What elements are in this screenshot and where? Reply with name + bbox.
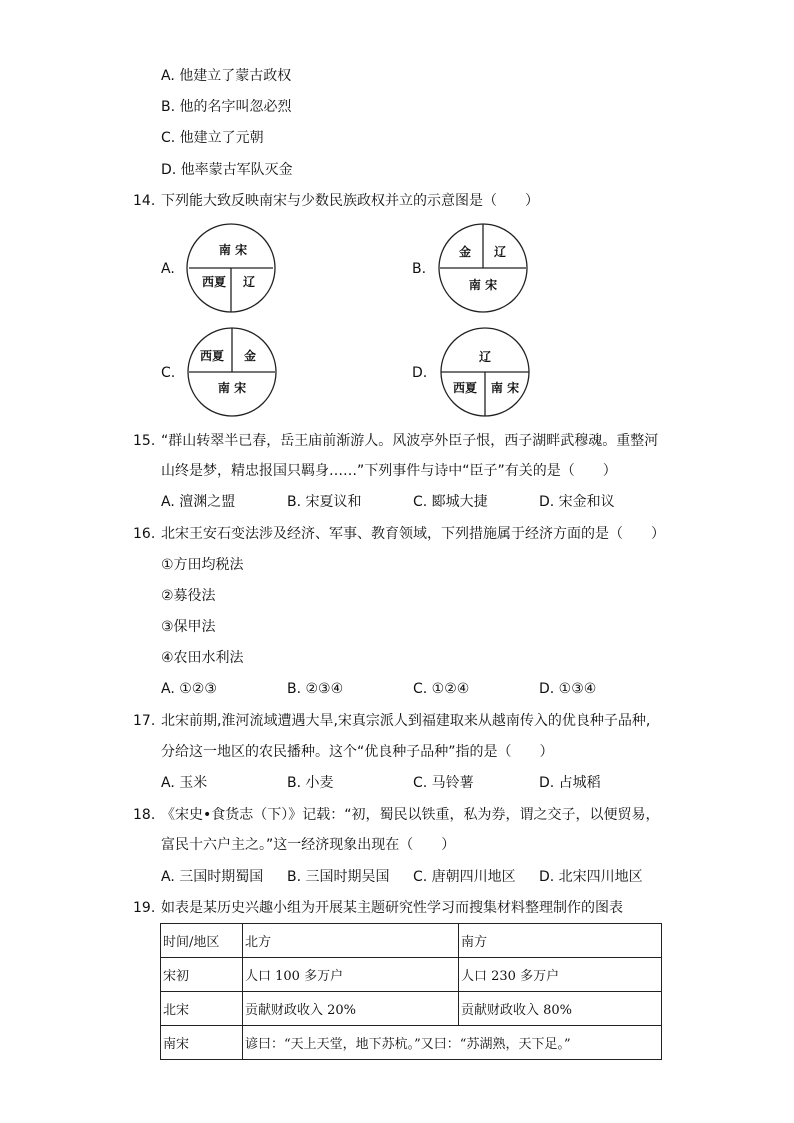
q18-option-c[interactable]: C. 唐朝四川地区 <box>413 869 516 885</box>
q19-data-table <box>160 923 662 1060</box>
q14-d-top-label: 辽 <box>478 350 492 364</box>
q16-item-4: ④农田水利法 <box>161 650 244 666</box>
q19-stem: 如表是某历史兴趣小组为开展某主题研究性学习而搜集材料整理制作的图表 <box>161 900 623 916</box>
table-header-cell: 南方 <box>459 924 662 958</box>
q13-option-b[interactable]: B. 他的名字叫忽必烈 <box>161 99 292 115</box>
q16-item-1: ①方田均税法 <box>161 557 244 573</box>
q18-number: 18. <box>133 807 156 823</box>
q16-option-d[interactable]: D. ①③④ <box>539 681 597 697</box>
q14-option-a-letter[interactable]: A. <box>161 261 175 277</box>
q17-option-d[interactable]: D. 占城稻 <box>539 775 601 791</box>
table-row <box>161 958 662 992</box>
q14-option-d-letter[interactable]: D. <box>412 365 428 381</box>
table-cell: 北宋 <box>161 992 243 1026</box>
q14-b-top-right-label: 辽 <box>493 245 507 259</box>
q17-option-a[interactable]: A. 玉米 <box>161 775 208 791</box>
q14-c-top-left-label: 西夏 <box>199 349 225 363</box>
q18-stem-line1: 《宋史•食货志（下）》记载：“初，蜀民以铁重，私为券，谓之交子，以便贸易， <box>161 807 660 823</box>
q15-stem-line2: 山终是梦，精忠报国只羁身……”下列事件与诗中“臣子”有关的是（ ） <box>161 463 617 479</box>
table-header-cell: 时间/地区 <box>161 924 243 958</box>
table-cell: 贡献财政收入 20% <box>243 992 459 1026</box>
q14-d-bottom-left-label: 西夏 <box>452 381 478 395</box>
q14-d-bottom-right-label: 南 宋 <box>490 381 520 395</box>
table-cell: 人口 230 多万户 <box>459 958 662 992</box>
q15-option-a[interactable]: A. 澶渊之盟 <box>161 494 236 510</box>
q13-option-d[interactable]: D. 他率蒙古军队灭金 <box>161 162 293 178</box>
q18-option-b[interactable]: B. 三国时期吴国 <box>287 869 390 885</box>
q14-diagram-a[interactable] <box>186 222 276 314</box>
q17-option-b[interactable]: B. 小麦 <box>287 775 334 791</box>
table-row <box>161 992 662 1026</box>
q15-stem-line1: “群山转翠半已春，岳王庙前渐游人。风波亭外臣子恨，西子湖畔武穆魂。重整河 <box>161 433 659 449</box>
q16-option-a[interactable]: A. ①②③ <box>161 681 217 697</box>
q18-option-a[interactable]: A. 三国时期蜀国 <box>161 869 264 885</box>
q16-option-c[interactable]: C. ①②④ <box>413 681 470 697</box>
q14-option-b-letter[interactable]: B. <box>412 261 427 277</box>
q17-number: 17. <box>133 713 156 729</box>
q18-option-d[interactable]: D. 北宋四川地区 <box>539 869 643 885</box>
table-cell: 人口 100 多万户 <box>243 958 459 992</box>
q16-option-b[interactable]: B. ②③④ <box>287 681 344 697</box>
q14-c-bottom-label: 南 宋 <box>217 381 247 395</box>
q14-c-top-right-label: 金 <box>243 349 257 363</box>
q17-option-c[interactable]: C. 马铃薯 <box>413 775 474 791</box>
table-cell: 南宋 <box>161 1026 243 1060</box>
q13-option-c[interactable]: C. 他建立了元朝 <box>161 130 264 146</box>
q16-number: 16. <box>133 526 156 542</box>
q16-item-3: ③保甲法 <box>161 619 216 635</box>
q15-option-c[interactable]: C. 郾城大捷 <box>413 494 488 510</box>
q14-diagram-c[interactable] <box>186 326 278 418</box>
q16-item-2: ②募役法 <box>161 588 216 604</box>
q15-number: 15. <box>133 433 156 449</box>
q17-stem-line2: 分给这一地区的农民播种。这个“优良种子品种”指的是（ ） <box>161 744 554 760</box>
table-cell-merged: 谚曰：“天上天堂，地下苏杭。”又曰：“苏湖熟，天下足。” <box>243 1026 662 1060</box>
q14-b-bottom-label: 南 宋 <box>468 278 498 292</box>
q15-option-d[interactable]: D. 宋金和议 <box>539 494 615 510</box>
q14-option-c-letter[interactable]: C. <box>161 365 176 381</box>
table-header-cell: 北方 <box>243 924 459 958</box>
q14-number: 14. <box>133 193 156 209</box>
q14-stem: 下列能大致反映南宋与少数民族政权并立的示意图是（ ） <box>161 193 539 209</box>
q16-stem: 北宋王安石变法涉及经济、军事、教育领域，下列措施属于经济方面的是（ ） <box>161 526 665 542</box>
q14-a-bottom-right-label: 辽 <box>242 275 256 289</box>
table-row <box>161 1026 662 1060</box>
table-header-row <box>161 924 662 958</box>
q14-a-bottom-left-label: 西夏 <box>201 275 227 289</box>
q17-stem-line1: 北宋前期,淮河流域遭遇大旱,宋真宗派人到福建取来从越南传入的优良种子品种, <box>161 713 651 729</box>
q19-number: 19. <box>133 900 156 916</box>
q14-b-top-left-label: 金 <box>458 245 472 259</box>
table-cell: 宋初 <box>161 958 243 992</box>
q18-stem-line2: 富民十六户主之。”这一经济现象出现在（ ） <box>161 837 456 853</box>
q15-option-b[interactable]: B. 宋夏议和 <box>287 494 362 510</box>
table-cell: 贡献财政收入 80% <box>459 992 662 1026</box>
q14-diagram-b[interactable] <box>437 222 529 314</box>
q13-option-a[interactable]: A. 他建立了蒙古政权 <box>161 68 292 84</box>
q14-a-top-label: 南 宋 <box>218 243 248 257</box>
q14-diagram-d[interactable] <box>438 326 532 418</box>
